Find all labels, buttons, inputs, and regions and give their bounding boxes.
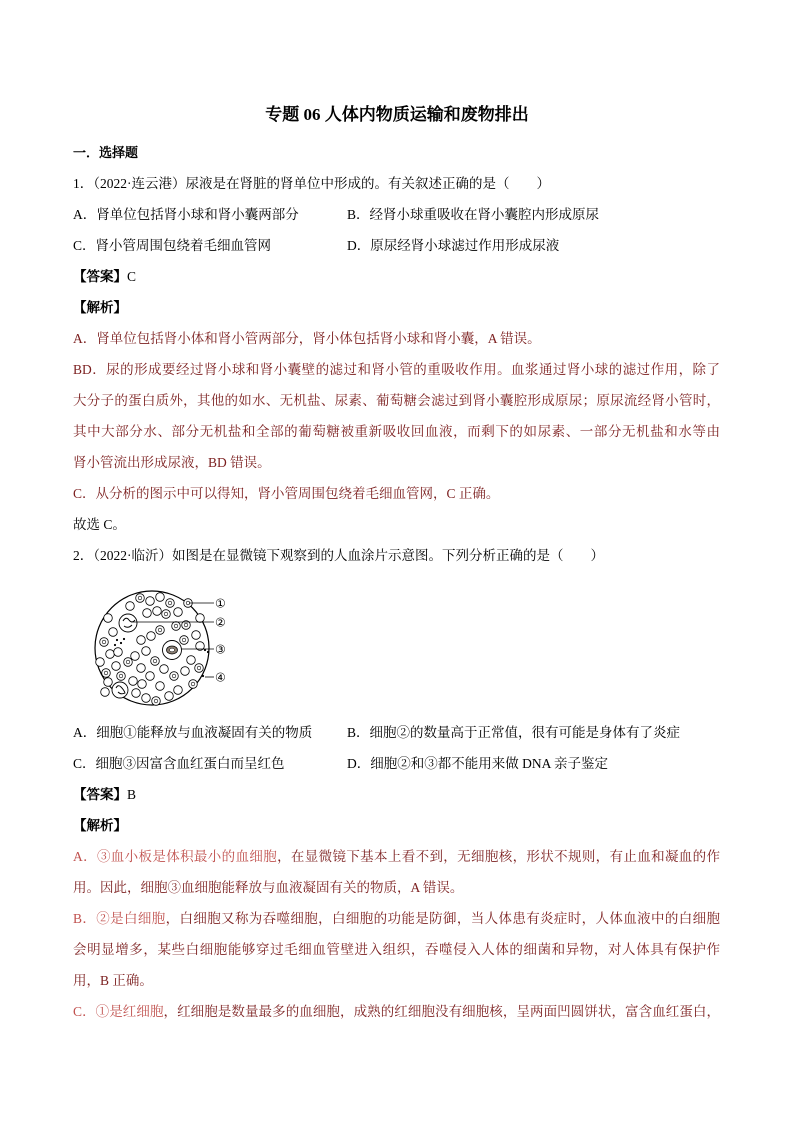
red-blood-cell [165, 692, 174, 701]
platelet [116, 639, 118, 641]
red-blood-cell [195, 664, 204, 673]
q2-option-d: D．细胞②和③都不能用来做 DNA 亲子鉴定 [347, 756, 609, 771]
red-blood-cell [109, 628, 118, 637]
figure-label-3: ③ [215, 642, 226, 657]
q1-options-row-2 [73, 230, 720, 261]
figure-label-1: ① [215, 596, 226, 611]
white-blood-cell [112, 682, 128, 698]
blood-smear-figure [73, 571, 720, 717]
red-blood-cell [162, 610, 171, 619]
red-blood-cell [129, 677, 138, 686]
platelet [123, 638, 125, 640]
q2-analysis-b-line: 会明显增多，某些白细胞能够穿过毛细血管壁进入组织，吞噬侵入人体的细菌和异物，对人体具有保护作 [73, 942, 720, 957]
red-blood-cell [142, 647, 151, 656]
red-blood-cell [136, 594, 145, 603]
white-blood-cell [119, 614, 137, 632]
red-blood-cell [102, 669, 111, 678]
red-blood-cell [114, 648, 123, 657]
red-blood-cell [143, 609, 152, 618]
q1-analysis-a: A．肾单位包括肾小体和肾小管两部分，肾小体包括肾小球和肾小囊，A 错误。 [73, 331, 541, 346]
red-blood-cell [156, 626, 165, 635]
white-blood-cell [163, 641, 182, 660]
q1-option-b: B．经肾小球重吸收在肾小囊腔内形成原尿 [347, 207, 600, 222]
q1-analysis-bd-line: BD．尿的形成要经过肾小球和肾小囊壁的滤过和肾小管的重吸收作用。血浆通过肾小球的滤过作用，除了 [73, 362, 720, 377]
q1-answer-label: 【答案】 [73, 269, 127, 284]
red-blood-cell [112, 662, 121, 671]
figure-label-2: ② [215, 615, 226, 630]
q1-option-d: D．原尿经肾小球滤过作用形成尿液 [347, 238, 560, 253]
red-blood-cell [156, 682, 165, 691]
q2-analysis-a-line: 用。因此，细胞③血细胞能释放与血液凝固有关的物质，A 错误。 [73, 880, 464, 895]
q1-answer [73, 261, 720, 292]
q1-options-row-1 [73, 199, 720, 230]
q2-options-row-1 [73, 717, 720, 748]
platelet [202, 675, 204, 677]
red-blood-cell [117, 672, 126, 681]
q2-analysis-b-line: 用，B 正确。 [73, 973, 153, 988]
red-blood-cell [174, 608, 183, 617]
q2-stem: 2．（2022·临沂）如图是在显微镜下观察到的人血涂片示意图。下列分析正确的是（ ） [73, 548, 604, 563]
platelet [207, 651, 209, 653]
red-blood-cell [101, 688, 110, 697]
q1-analysis-label: 【解析】 [73, 300, 127, 315]
q2-option-b: B．细胞②的数量高于正常值，很有可能是身体有了炎症 [347, 725, 681, 740]
red-blood-cell [104, 614, 113, 623]
q1-analysis-c: C．从分析的图示中可以得知，肾小管周围包绕着毛细血管网，C 正确。 [73, 486, 500, 501]
red-blood-cell [147, 632, 156, 641]
red-blood-cell [142, 694, 151, 703]
q2-options-row-2 [73, 748, 720, 779]
q2-analysis-a-text: ，在显微镜下基本上看不到，无细胞核，形状不规则，有止血和凝血的作 [277, 849, 721, 864]
q2-option-a: A．细胞①能释放与血液凝固有关的物质 [73, 725, 313, 740]
red-blood-cell [106, 650, 115, 659]
q2-analysis-b-text: ，白细胞又称为吞噬细胞，白细胞的功能是防御，当人体患有炎症时，人体血液中的白细胞 [165, 911, 720, 926]
red-blood-cell [196, 614, 205, 623]
q2-analysis-c-line [73, 996, 720, 1027]
q1-stem: 1．（2022·连云港）尿液是在肾脏的肾单位中形成的。有关叙述正确的是（ ） [73, 176, 550, 191]
q2-answer [73, 779, 720, 810]
q1-answer-value: C [127, 269, 137, 284]
red-blood-cell [174, 686, 183, 695]
q2-analysis-b-line [73, 903, 720, 934]
red-blood-cell [138, 680, 147, 689]
q1-analysis-bd-line: 肾小管流出形成尿液，BD 错误。 [73, 455, 271, 470]
red-blood-cell [180, 636, 189, 645]
q2-analysis-c-text: ，红细胞是数量最多的血细胞，成熟的红细胞没有细胞核，呈两面凹圆饼状，富含血红蛋白， [163, 1004, 720, 1019]
platelet [120, 642, 122, 644]
q1-analysis-bd-line: 其中大部分水、部分无机盐和全部的葡萄糖被重新吸收回血液，而剩下的如尿素、一部分无机盐和水等由 [73, 424, 720, 439]
red-blood-cell [137, 636, 146, 645]
red-blood-cell [126, 602, 135, 611]
red-blood-cell [104, 678, 113, 687]
q2-analysis-a-lead: A．③血小板是体积最小的血细胞 [73, 849, 278, 864]
red-blood-cell [151, 657, 160, 666]
q2-analysis-label: 【解析】 [73, 818, 127, 833]
page-title: 专题 06 人体内物质运输和废物排出 [265, 105, 529, 124]
red-blood-cell [170, 672, 179, 681]
red-blood-cell [124, 658, 133, 667]
red-blood-cell [189, 680, 198, 689]
q2-analysis-a-line [73, 841, 720, 872]
red-blood-cell [146, 672, 155, 681]
q2-answer-label: 【答案】 [73, 787, 127, 802]
red-blood-cell [187, 656, 196, 665]
q1-option-c: C．肾小管周围包绕着毛细血管网 [73, 238, 272, 253]
red-blood-cell [146, 597, 155, 606]
figure-label-4: ④ [215, 670, 226, 685]
red-blood-cell [137, 664, 146, 673]
red-blood-cell [181, 667, 190, 676]
red-blood-cell [166, 599, 175, 608]
section-heading: 一．选择题 [73, 145, 139, 160]
q2-analysis-c-lead: C．①是红细胞 [73, 1004, 164, 1019]
q1-analysis-bd-line: 大分子的蛋白质外，其他的如水、无机盐、尿素、葡萄糖会滤过到肾小囊腔形成原尿；原尿流经肾小管时， [73, 393, 720, 408]
q1-conclusion: 故选 C。 [73, 517, 126, 532]
red-blood-cell [96, 658, 105, 667]
red-blood-cell [192, 631, 201, 640]
blood-smear-diagram [85, 585, 245, 710]
platelet [114, 644, 116, 646]
red-blood-cell [156, 593, 165, 602]
red-blood-cell [160, 665, 169, 674]
q2-option-c: C．细胞③因富含血红蛋白而呈红色 [73, 756, 285, 771]
q1-option-a: A．肾单位包括肾小球和肾小囊两部分 [73, 207, 299, 222]
red-blood-cell [131, 652, 140, 661]
red-blood-cell [132, 689, 141, 698]
q2-answer-value: B [127, 787, 137, 802]
worksheet-content [73, 137, 720, 1027]
red-blood-cell [152, 697, 161, 706]
q2-analysis-b-lead: B．②是白细胞 [73, 911, 166, 926]
red-blood-cell [100, 638, 109, 647]
red-blood-cell [172, 622, 181, 631]
red-blood-cell [153, 607, 162, 616]
